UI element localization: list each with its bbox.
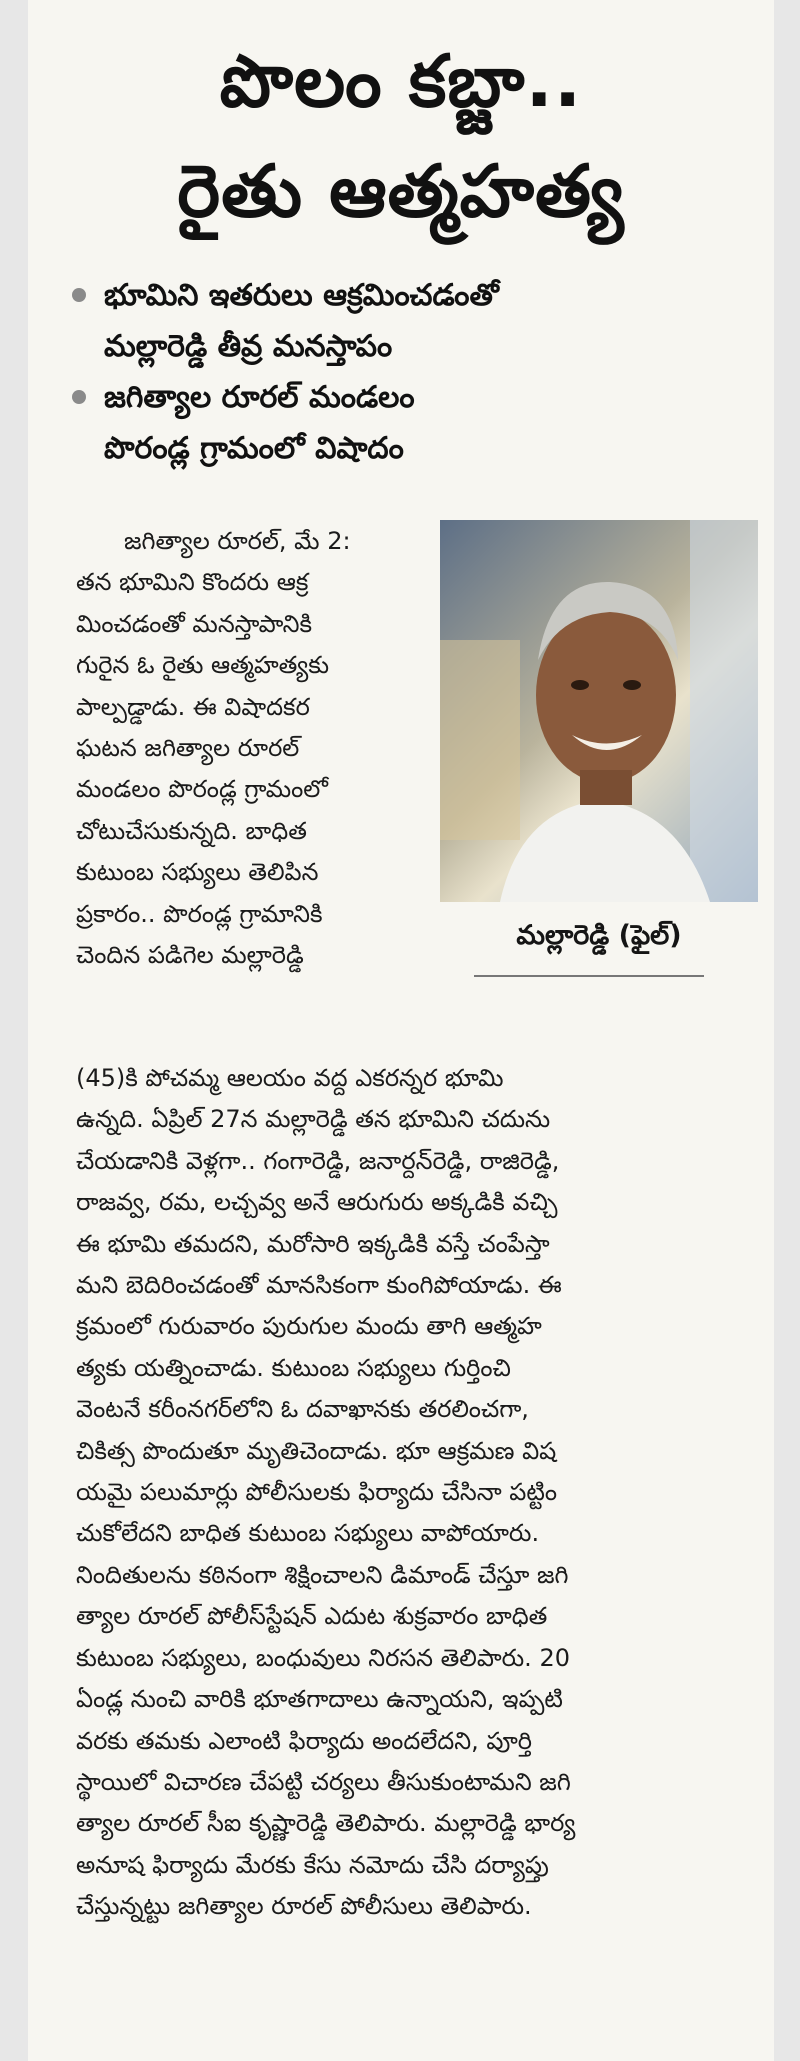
portrait-illustration xyxy=(440,520,758,902)
summary-bullet xyxy=(68,270,748,372)
body-line: చేయడానికి వెళ్లగా.. గంగారెడ్డి, జనార్దన్‌రెడ్డి, రాజిరెడ్డి, xyxy=(76,1146,560,1175)
body-line: చుకోలేదని బాధిత కుటుంబ సభ్యులు వాపోయారు. xyxy=(76,1519,540,1548)
body-line: (45)కి పోచమ్మ ఆలయం వద్ద ఎకరన్నర భూమి xyxy=(76,1064,504,1092)
body-line: ఏండ్ల నుంచి వారికి భూతగాదాలు ఉన్నాయని, ఇప్పటి xyxy=(76,1685,563,1714)
caption-divider xyxy=(474,975,704,977)
article-body-narrow xyxy=(76,521,441,976)
body-line: త్యాల రూరల్ సీఐ కృష్ణారెడ్డి తెలిపారు. మల్లారెడ్డి భార్య xyxy=(76,1809,576,1838)
body-line: మించడంతో మనస్తాపానికి xyxy=(76,609,313,638)
newspaper-clipping xyxy=(28,0,774,2061)
bullet-line: భూమిని ఇతరులు ఆక్రమించడంతో xyxy=(104,278,499,313)
bullet-dot-icon xyxy=(72,390,86,404)
body-line: గురైన ఓ రైతు ఆత్మహత్యకు xyxy=(76,651,330,680)
body-line: స్థాయిలో విచారణ చేపట్టి చర్యలు తీసుకుంటామని జగి xyxy=(76,1767,571,1796)
bullet-dot-icon xyxy=(72,288,86,302)
portrait-photo xyxy=(440,520,758,902)
body-line: మని బెదిరించడంతో మానసికంగా కుంగిపోయాడు. ఈ xyxy=(76,1271,562,1300)
body-line: నిందితులను కఠినంగా శిక్షించాలని డిమాండ్ చేస్తూ జగి xyxy=(76,1560,569,1589)
body-line: కుటుంబ సభ్యులు తెలిపిన xyxy=(76,858,319,887)
body-line: అనూష ఫిర్యాదు మేరకు కేసు నమోదు చేసి దర్యాప్తు xyxy=(76,1850,549,1879)
body-line: యమై పలుమార్లు పోలీసులకు ఫిర్యాదు చేసినా పట్టిం xyxy=(76,1478,558,1507)
body-line: చోటుచేసుకున్నది. బాధిత xyxy=(76,816,307,845)
body-line: రాజవ్వ, రమ, లచ్చవ్వ అనే ఆరుగురు అక్కడికి వచ్చి xyxy=(76,1188,558,1217)
body-line: త్యాల రూరల్ పోలీస్‌స్టేషన్ ఎదుట శుక్రవారం బాధిత xyxy=(76,1602,548,1631)
dateline: జగిత్యాల రూరల్, మే 2: xyxy=(124,527,351,555)
body-line: తన భూమిని కొందరు ఆక్ర xyxy=(76,568,309,597)
body-line: ఘటన జగిత్యాల రూరల్ xyxy=(76,734,300,763)
body-line: చికిత్స పొందుతూ మృతిచెందాడు. భూ ఆక్రమణ విష xyxy=(76,1436,557,1465)
body-line: క్రమంలో గురువారం పురుగుల మందు తాగి ఆత్మహ xyxy=(76,1312,542,1341)
body-line: ప్రకారం.. పొరండ్ల గ్రామానికి xyxy=(76,899,323,928)
summary-bullets xyxy=(68,270,748,474)
body-line: కుటుంబ సభ్యులు, బంధువులు నిరసన తెలిపారు. 20 xyxy=(76,1643,570,1672)
body-line: చేస్తున్నట్టు జగిత్యాల రూరల్ పోలీసులు తెలిపారు. xyxy=(76,1892,532,1921)
body-line: చెందిన పడిగెల మల్లారెడ్డి xyxy=(76,941,304,970)
body-line: ఈ భూమి తమదని, మరోసారి ఇక్కడికి వస్తే చంపేస్తా xyxy=(76,1229,550,1258)
body-line: మండలం పొరండ్ల గ్రామంలో xyxy=(76,775,328,804)
body-line: పాల్పడ్డాడు. ఈ విషాదకర xyxy=(76,692,310,721)
summary-bullet xyxy=(68,372,748,474)
body-line: వరకు తమకు ఎలాంటి ఫిర్యాదు అందలేదని, పూర్తి xyxy=(76,1726,532,1755)
body-line: త్యకు యత్నించాడు. కుటుంబ సభ్యులు గుర్తించి xyxy=(76,1353,511,1382)
headline-line-1: పొలం కబ్జా.. xyxy=(219,39,583,123)
bullet-line: మల్లారెడ్డి తీవ్ర మనస్తాపం xyxy=(104,329,393,364)
bullet-line: జగిత్యాల రూరల్ మండలం xyxy=(104,380,415,415)
body-line: వెంటనే కరీంనగర్‌లోని ఓ దవాఖానకు తరలించగా, xyxy=(76,1395,529,1424)
bullet-line: పొరండ్ల గ్రామంలో విషాదం xyxy=(104,431,404,466)
headline-line-2: రైతు ఆత్మహత్య xyxy=(177,149,625,233)
body-line: ఉన్నది. ఏప్రిల్ 27న మల్లారెడ్డి తన భూమిని చదును xyxy=(76,1105,551,1134)
photo-caption: మల్లారెడ్డి (ఫైల్) xyxy=(516,920,682,951)
article-body-full xyxy=(76,1058,744,1928)
